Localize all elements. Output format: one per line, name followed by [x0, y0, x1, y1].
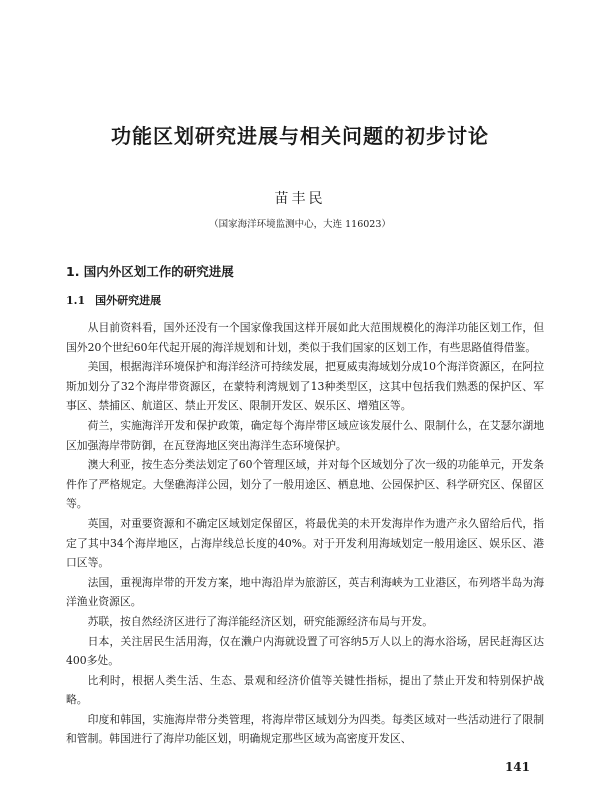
subsection-heading [66, 292, 161, 308]
paragraph-france: 法国，重视海岸带的开发方案，地中海沿岸为旅游区，英吉利海峡为工业港区，布列塔半岛为海洋渔业资源区。 [66, 575, 544, 609]
paragraph-uk: 英国，对重要资源和不确定区域划定保留区，将最优美的未开发海岸作为遗产永久留给后代，指定了其中34个海岸地区，占海岸线总长度的40%。对于开发利用海域划定一般用途区、娱乐区、港口区等。 [66, 516, 544, 570]
paragraph-usa: 美国，根据海洋环境保护和海洋经济可持续发展，把夏威夷海域划分成10个海洋资源区，在阿拉斯加划分了32个海岸带资源区，在蒙特利湾规划了13种类型区，这其中包括我们熟悉的保护区、军事区、禁捕区、航道区、禁止开发区、限制开发区、娱乐区、增殖区等。 [66, 360, 545, 413]
paragraph-ussr: 苏联，按自然经济区进行了海洋能经济区划，研究能源经济布局与开发。 [87, 614, 434, 628]
paragraph-belgium: 比利时，根据人类生活、生态、景观和经济价值等关键性指标，提出了禁止开发和特别保护战略。 [66, 673, 544, 707]
paragraph-intro: 从目前资料看，国外还没有一个国家像我国这样开展如此大范围规模化的海洋功能区划工作，但国外20个世纪60年代起开展的海洋规划和计划，类似于我们国家的区划工作，有些思路值得借鉴。 [66, 321, 544, 354]
paragraph-japan: 日本，关注居民生活用海，仅在濑户内海就设置了可容纳5万人以上的海水浴场，居民赶海区达400多处。 [66, 634, 544, 668]
paragraph-australia: 澳大利亚，按生态分类法划定了60个管理区域，并对每个区域划分了次一级的功能单元，开发条件作了严格规定。大堡礁海洋公园，划分了一般用途区、栖息地、公园保护区、科学研究区、保留区等。 [66, 458, 545, 511]
author-affiliation: （国家海洋环境监测中心，大连 116023） [209, 219, 391, 230]
author-name: 苗丰民 [274, 191, 326, 207]
article-title: 功能区划研究进展与相关问题的初步讨论 [111, 124, 489, 148]
paragraph-india-korea: 印度和韩国，实施海岸带分类管理，将海岸带区域划分为四类。每类区域对一些活动进行了限制和管制。韩国进行了海岸功能区划，明确规定那些区域为高密度开发区、 [66, 712, 544, 746]
section-heading: 1. 国内外区划工作的研究进展 [66, 264, 234, 279]
paragraph-netherlands: 荷兰，实施海洋开发和保护政策，确定每个海岸带区域应该发展什么、限制什么，在艾瑟尔湖地区加强海岸带防御，在瓦登海地区突出海洋生态环境保护。 [66, 418, 544, 452]
body-text [66, 318, 544, 749]
subsection-number: 1.1 [66, 294, 86, 307]
subsection-title: 国外研究进展 [95, 294, 162, 307]
page-number: 141 [504, 760, 530, 774]
